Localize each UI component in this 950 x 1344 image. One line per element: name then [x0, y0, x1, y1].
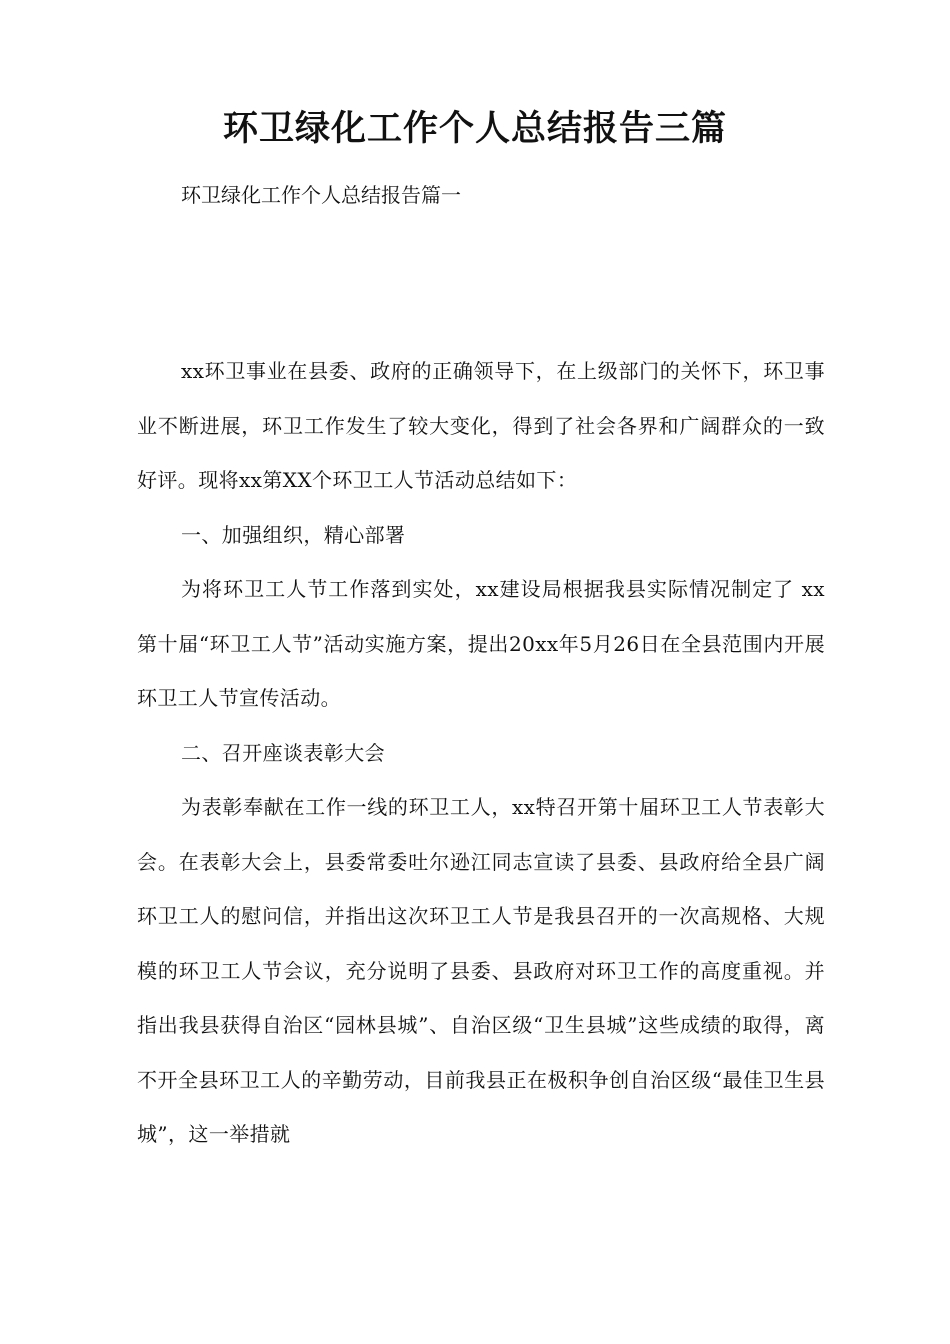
- document-title: 环卫绿化工作个人总结报告三篇: [222, 109, 727, 149]
- section-heading-1: 一、加强组织，精心部署: [181, 522, 406, 547]
- paragraph-intro: xx环卫事业在县委、政府的正确领导下，在上级部门的关怀下，环卫事业不断进展，环卫工作发生了较大变化，得到了社会各界和广阔群众的一致好评。现将xx第XX个环卫工人节活动总结如下：: [137, 359, 825, 492]
- document-body: [137, 344, 825, 1162]
- section-subtitle: 环卫绿化工作个人总结报告篇一: [181, 183, 461, 207]
- paragraph-section-2: 为表彰奉献在工作一线的环卫工人，xx特召开第十届环卫工人节表彰大会。在表彰大会上，县委常委吐尔逊江同志宣读了县委、县政府给全县广阔环卫工人的慰问信，并指出这次环卫工人节是我县召开的一次高规格、大规模的环卫工人节会议，充分说明了县委、县政府对环卫工作的高度重视。并指出我县获得自治区“园林县城”、自治区级“卫生县城”这些成绩的取得，离不开全县环卫工人的辛勤劳动，目前我县正在极积争创自治区级“最佳卫生县城”，这一举措就: [137, 795, 825, 1146]
- section-heading-2: 二、召开座谈表彰大会: [181, 740, 385, 765]
- paragraph-section-1: 为将环卫工人节工作落到实处，xx建设局根据我县实际情况制定了 xx第十届“环卫工人节”活动实施方案，提出20xx年5月26日在全县范围内开展环卫工人节宣传活动。: [137, 577, 825, 710]
